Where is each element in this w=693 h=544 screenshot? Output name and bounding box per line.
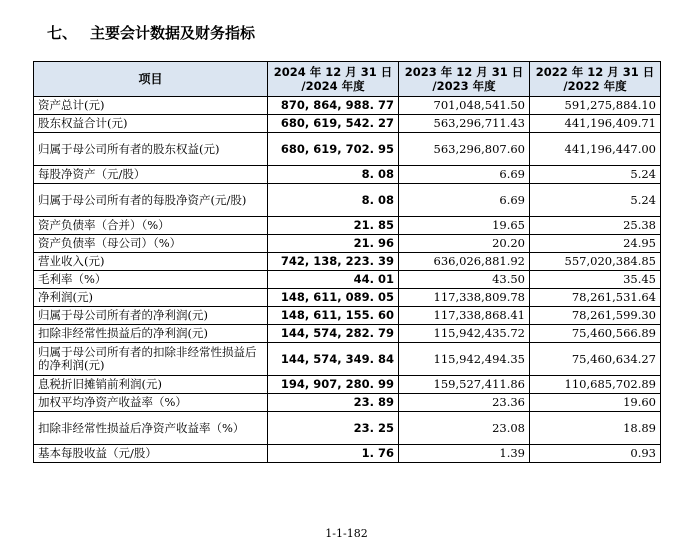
table-header-row	[34, 62, 661, 97]
value-2023: 20.20	[399, 235, 530, 253]
value-2024: 870, 864, 988. 77	[268, 97, 399, 115]
value-2023: 701,048,541.50	[399, 97, 530, 115]
row-label: 股东权益合计(元)	[34, 115, 268, 133]
value-2024: 8. 08	[268, 166, 399, 184]
table-row	[34, 343, 661, 376]
row-label: 每股净资产（元/股）	[34, 166, 268, 184]
row-label: 扣除非经常性损益后的净利润(元)	[34, 325, 268, 343]
value-2023: 117,338,809.78	[399, 289, 530, 307]
value-2022: 78,261,531.64	[530, 289, 661, 307]
table-row	[34, 376, 661, 394]
row-label: 基本每股收益（元/股）	[34, 445, 268, 463]
header-2022: 2022 年 12 月 31 日 /2022 年度	[530, 62, 661, 97]
value-2024: 680, 619, 702. 95	[268, 133, 399, 166]
table-row	[34, 217, 661, 235]
value-2023: 115,942,435.72	[399, 325, 530, 343]
value-2024: 148, 611, 089. 05	[268, 289, 399, 307]
value-2022: 25.38	[530, 217, 661, 235]
value-2024: 144, 574, 282. 79	[268, 325, 399, 343]
value-2022: 18.89	[530, 412, 661, 445]
table-row	[34, 235, 661, 253]
header-item: 项目	[34, 62, 268, 97]
table-row	[34, 412, 661, 445]
row-label: 营业收入(元)	[34, 253, 268, 271]
value-2022: 5.24	[530, 166, 661, 184]
value-2022: 75,460,566.89	[530, 325, 661, 343]
value-2023: 6.69	[399, 184, 530, 217]
value-2024: 44. 01	[268, 271, 399, 289]
value-2023: 159,527,411.86	[399, 376, 530, 394]
value-2023: 23.08	[399, 412, 530, 445]
row-label: 资产负债率（母公司）（%）	[34, 235, 268, 253]
value-2024: 742, 138, 223. 39	[268, 253, 399, 271]
value-2024: 23. 25	[268, 412, 399, 445]
value-2024: 148, 611, 155. 60	[268, 307, 399, 325]
value-2024: 680, 619, 542. 27	[268, 115, 399, 133]
value-2023: 117,338,868.41	[399, 307, 530, 325]
value-2023: 1.39	[399, 445, 530, 463]
row-label: 扣除非经常性损益后净资产收益率（%）	[34, 412, 268, 445]
financial-indicators-table	[33, 61, 661, 463]
value-2022: 441,196,447.00	[530, 133, 661, 166]
value-2023: 19.65	[399, 217, 530, 235]
value-2023: 23.36	[399, 394, 530, 412]
row-label: 资产总计(元)	[34, 97, 268, 115]
row-label: 归属于母公司所有者的净利润(元)	[34, 307, 268, 325]
value-2022: 441,196,409.71	[530, 115, 661, 133]
value-2024: 1. 76	[268, 445, 399, 463]
header-2024: 2024 年 12 月 31 日 /2024 年度	[268, 62, 399, 97]
table-row	[34, 97, 661, 115]
value-2024: 8. 08	[268, 184, 399, 217]
page-number: 1-1-182	[325, 527, 368, 540]
table-row	[34, 394, 661, 412]
row-label: 息税折旧摊销前利润(元)	[34, 376, 268, 394]
table-row	[34, 115, 661, 133]
row-label: 归属于母公司所有者的每股净资产(元/股)	[34, 184, 268, 217]
value-2023: 6.69	[399, 166, 530, 184]
row-label: 净利润(元)	[34, 289, 268, 307]
value-2022: 110,685,702.89	[530, 376, 661, 394]
value-2022: 557,020,384.85	[530, 253, 661, 271]
value-2022: 591,275,884.10	[530, 97, 661, 115]
value-2023: 563,296,807.60	[399, 133, 530, 166]
section-title	[47, 22, 255, 43]
value-2023: 636,026,881.92	[399, 253, 530, 271]
section-number: 七、	[47, 24, 78, 42]
value-2022: 35.45	[530, 271, 661, 289]
row-label: 资产负债率（合并）（%）	[34, 217, 268, 235]
value-2023: 563,296,711.43	[399, 115, 530, 133]
value-2022: 0.93	[530, 445, 661, 463]
table-row	[34, 133, 661, 166]
value-2024: 23. 89	[268, 394, 399, 412]
table-row	[34, 289, 661, 307]
value-2022: 75,460,634.27	[530, 343, 661, 376]
table-row	[34, 325, 661, 343]
value-2022: 78,261,599.30	[530, 307, 661, 325]
value-2022: 19.60	[530, 394, 661, 412]
value-2024: 21. 96	[268, 235, 399, 253]
row-label: 加权平均净资产收益率（%）	[34, 394, 268, 412]
table-row	[34, 184, 661, 217]
row-label: 归属于母公司所有者的股东权益(元)	[34, 133, 268, 166]
table-row	[34, 307, 661, 325]
header-2023: 2023 年 12 月 31 日 /2023 年度	[399, 62, 530, 97]
value-2023: 115,942,494.35	[399, 343, 530, 376]
value-2023: 43.50	[399, 271, 530, 289]
table-row	[34, 253, 661, 271]
table-row	[34, 271, 661, 289]
value-2024: 194, 907, 280. 99	[268, 376, 399, 394]
value-2022: 5.24	[530, 184, 661, 217]
row-label: 毛利率（%）	[34, 271, 268, 289]
table-row	[34, 445, 661, 463]
value-2024: 144, 574, 349. 84	[268, 343, 399, 376]
section-heading: 主要会计数据及财务指标	[90, 24, 256, 42]
value-2022: 24.95	[530, 235, 661, 253]
table-row	[34, 166, 661, 184]
row-label: 归属于母公司所有者的扣除非经常性损益后的净利润(元)	[34, 343, 268, 376]
value-2024: 21. 85	[268, 217, 399, 235]
